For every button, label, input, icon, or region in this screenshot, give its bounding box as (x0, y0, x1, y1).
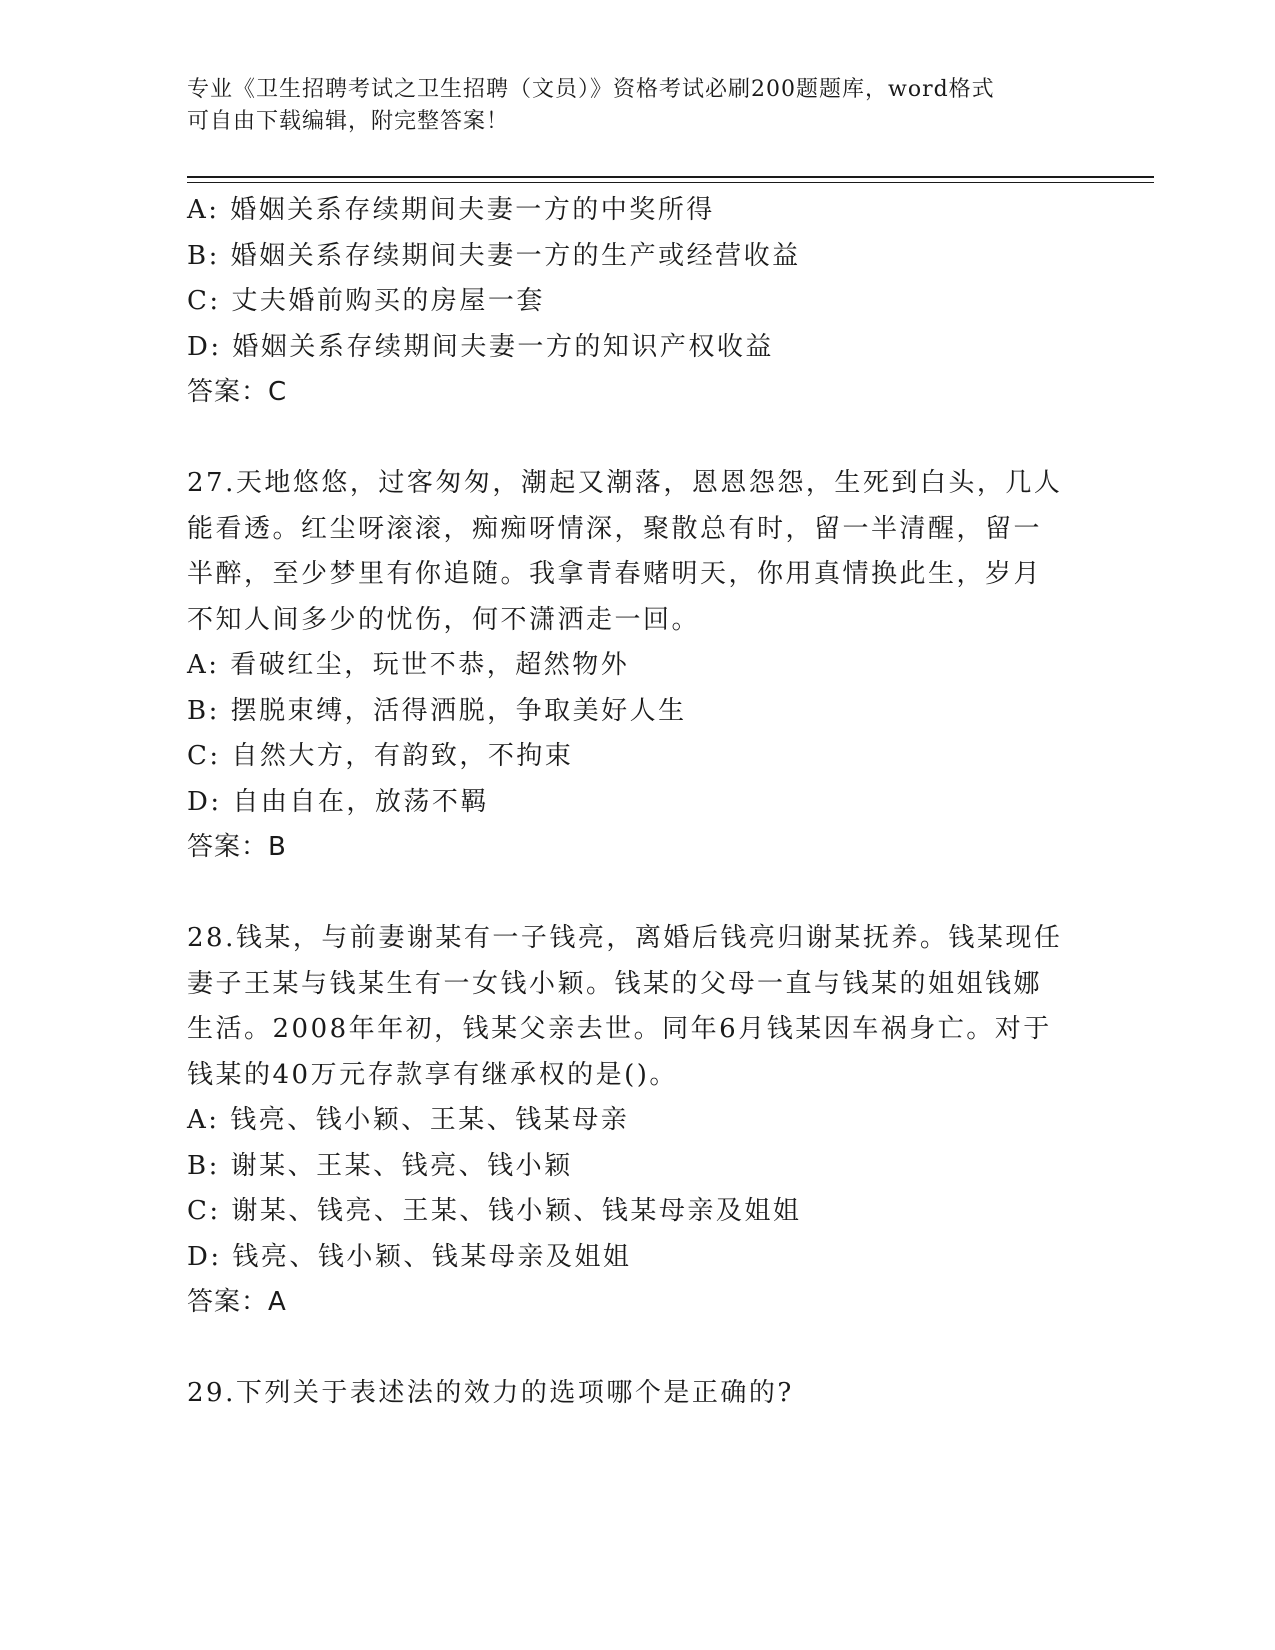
question-stem-line: 能看透。红尘呀滚滚，痴痴呀情深，聚散总有时，留一半清醒，留一 (187, 513, 1043, 544)
question-stem-line: 钱某的40万元存款享有继承权的是()。 (187, 1059, 678, 1090)
header-divider-thin (187, 182, 1154, 183)
question-29-block (187, 1371, 1087, 1417)
option-a: A: 钱亮、钱小颖、王某、钱某母亲 (187, 1105, 630, 1135)
option-c: C: 自然大方，有韵致，不拘束 (187, 741, 574, 771)
answer-label: 答案：B (187, 832, 287, 862)
question-stem-line: 29.下列关于表述法的效力的选项哪个是正确的? (187, 1378, 794, 1408)
option-d: D: 钱亮、钱小颖、钱某母亲及姐姐 (187, 1241, 632, 1272)
question-stem-line: 生活。2008年年初，钱某父亲去世。同年6月钱某因车祸身亡。对于 (187, 1014, 1052, 1044)
question-stem-line: 28.钱某，与前妻谢某有一子钱亮，离婚后钱亮归谢某抚养。钱某现任 (187, 923, 1063, 953)
option-c: C: 丈夫婚前购买的房屋一套 (187, 286, 545, 316)
option-c: C: 谢某、钱亮、王某、钱小颖、钱某母亲及姐姐 (187, 1196, 802, 1226)
question-27-block (187, 461, 1087, 871)
answer-label: 答案：C (187, 377, 288, 407)
question-stem-line: 不知人间多少的忧伤，何不潇洒走一回。 (187, 604, 701, 635)
document-header (187, 74, 1087, 138)
question-stem-line: 27.天地悠悠，过客匆匆，潮起又潮落，恩恩怨怨，生死到白头，几人 (187, 468, 1063, 498)
option-b: B: 谢某、王某、钱亮、钱小颖 (187, 1150, 573, 1181)
question-stem-line: 妻子王某与钱某生有一女钱小颖。钱某的父母一直与钱某的姐姐钱娜 (187, 968, 1043, 999)
option-b: B: 摆脱束缚，活得洒脱，争取美好人生 (187, 695, 687, 726)
option-d: D: 婚姻关系存续期间夫妻一方的知识产权收益 (187, 331, 774, 362)
question-spacer (187, 416, 1087, 462)
question-spacer (187, 1326, 1087, 1372)
option-a: A: 婚姻关系存续期间夫妻一方的中奖所得 (187, 195, 715, 225)
header-line-2: 可自由下载编辑，附完整答案！ (187, 109, 510, 134)
question-stem-line: 半醉，至少梦里有你追随。我拿青春赌明天，你用真情换此生，岁月 (187, 559, 1043, 589)
question-26-block (187, 188, 1087, 416)
header-line-1: 专业《卫生招聘考试之卫生招聘（文员）》资格考试必刷200题题库，word格式 (187, 77, 995, 102)
header-divider-thick (187, 176, 1154, 178)
option-d: D: 自由自在，放荡不羁 (187, 786, 489, 817)
answer-label: 答案：A (187, 1287, 287, 1317)
question-spacer (187, 871, 1087, 917)
option-b: B: 婚姻关系存续期间夫妻一方的生产或经营收益 (187, 240, 801, 271)
option-a: A: 看破红尘，玩世不恭，超然物外 (187, 650, 630, 680)
question-28-block (187, 916, 1087, 1326)
question-content (187, 188, 1087, 1417)
